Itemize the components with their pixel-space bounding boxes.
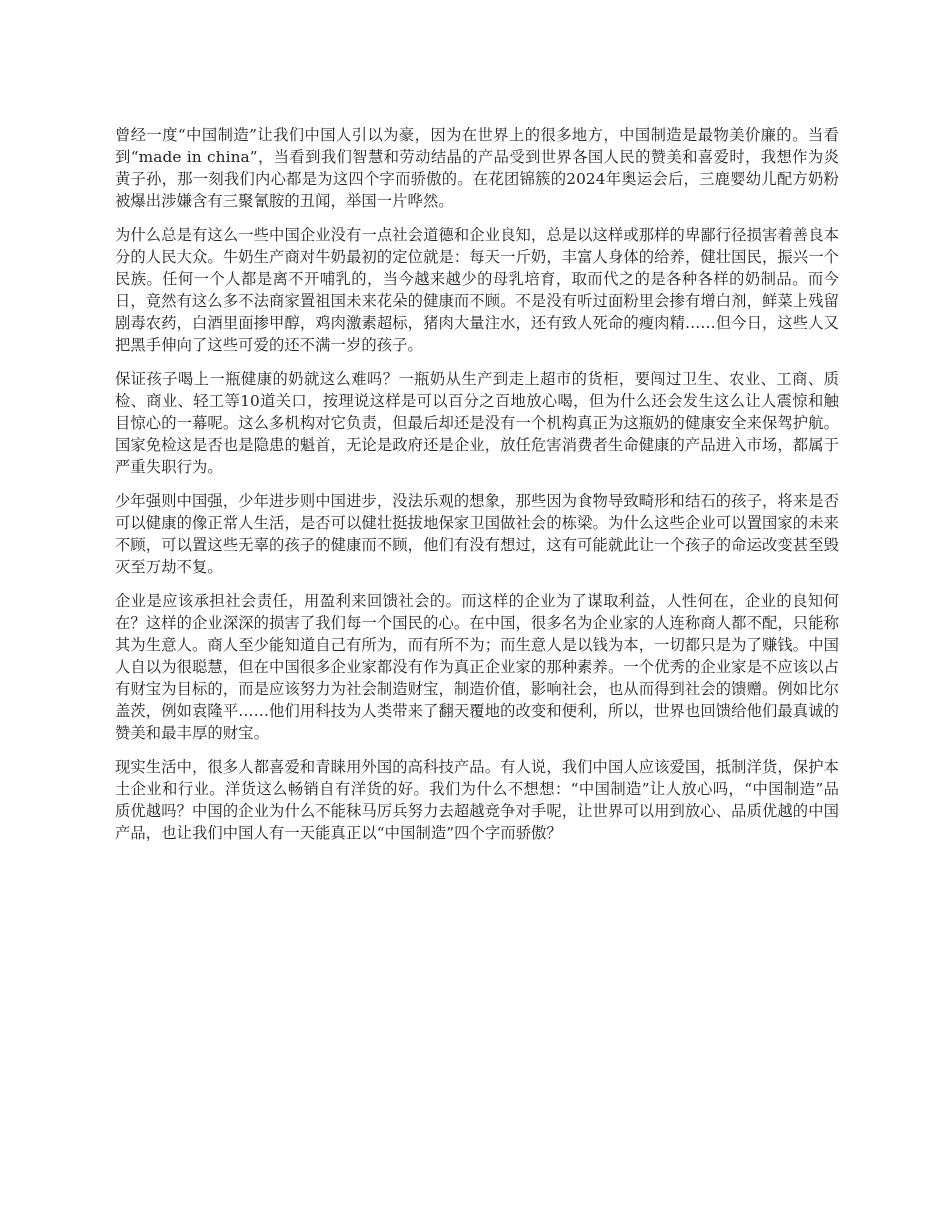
paragraph-3: 保证孩子喝上一瓶健康的奶就这么难吗？一瓶奶从生产到走上超市的货柜，要闯过卫生、农业、工商、质检、商业、轻工等10道关口，按理说这样是可以百分之百地放心喝，但为什么还会发生这么让人震惊和触目惊心的一幕呢。这么多机构对它负责，但最后却还是没有一个机构真正为这瓶奶的健康安全来保驾护航。国家免检这是否也是隐患的魁首，无论是政府还是企业，放任危害消费者生命健康的产品进入市场，都属于严重失职行为。 [115,370,839,476]
paragraph-4: 少年强则中国强，少年进步则中国进步，没法乐观的想象，那些因为食物导致畸形和结石的孩子，将来是否可以健康的像正常人生活，是否可以健壮挺拔地保家卫国做社会的栋梁。为什么这些企业可以置国家的未来不顾，可以置这些无辜的孩子的健康而不顾，他们有没有想过，这有可能就此让一个孩子的命运改变甚至毁灭至万劫不复。 [115,492,839,576]
paragraph-2: 为什么总是有这么一些中国企业没有一点社会道德和企业良知，总是以这样或那样的卑鄙行径损害着善良本分的人民大众。牛奶生产商对牛奶最初的定位就是：每天一斤奶，丰富人身体的给养，健壮国民，振兴一个民族。任何一个人都是离不开哺乳的，当今越来越少的母乳培育，取而代之的是各种各样的奶制品。而今日，竟然有这么多不法商家置祖国未来花朵的健康而不顾。不是没有听过面粉里会掺有增白剂，鲜菜上残留剧毒农药，白酒里面掺甲醇，鸡肉激素超标，猪肉大量注水，还有致人死命的瘦肉精……但今日，这些人又把黑手伸向了这些可爱的还不满一岁的孩子。 [115,226,839,354]
document-body [115,124,839,856]
paragraph-6: 现实生活中，很多人都喜爱和青睐用外国的高科技产品。有人说，我们中国人应该爱国，抵制洋货，保护本土企业和行业。洋货这么畅销自有洋货的好。我们为什么不想想：“中国制造”让人放心吗，“中国制造”品质优越吗？中国的企业为什么不能秣马厉兵努力去超越竞争对手呢，让世界可以用到放心、品质优越的中国产品，也让我们中国人有一天能真正以“中国制造”四个字而骄傲？ [115,758,839,842]
paragraph-1: 曾经一度“中国制造”让我们中国人引以为豪，因为在世界上的很多地方，中国制造是最物美价廉的。当看到“made in china”，当看到我们智慧和劳动结晶的产品受到世界各国人民的赞美和喜爱时，我想作为炎黄子孙，那一刻我们内心都是为这四个字而骄傲的。在花团锦簇的2024年奥运会后，三鹿婴幼儿配方奶粉被爆出涉嫌含有三聚氰胺的丑闻，举国一片哗然。 [115,126,839,210]
paragraph-5: 企业是应该承担社会责任，用盈利来回馈社会的。而这样的企业为了谋取利益，人性何在，企业的良知何在？这样的企业深深的损害了我们每一个国民的心。在中国，很多名为企业家的人连称商人都不配，只能称其为生意人。商人至少能知道自己有所为，而有所不为；而生意人是以钱为本，一切都只是为了赚钱。中国人自以为很聪慧，但在中国很多企业家都没有作为真正企业家的那种素养。一个优秀的企业家是不应该以占有财宝为目标的，而是应该努力为社会制造财宝，制造价值，影响社会，也从而得到社会的馈赠。例如比尔盖茨，例如袁隆平……他们用科技为人类带来了翻天覆地的改变和便利，所以，世界也回馈给他们最真诚的赞美和最丰厚的财宝。 [115,592,839,742]
